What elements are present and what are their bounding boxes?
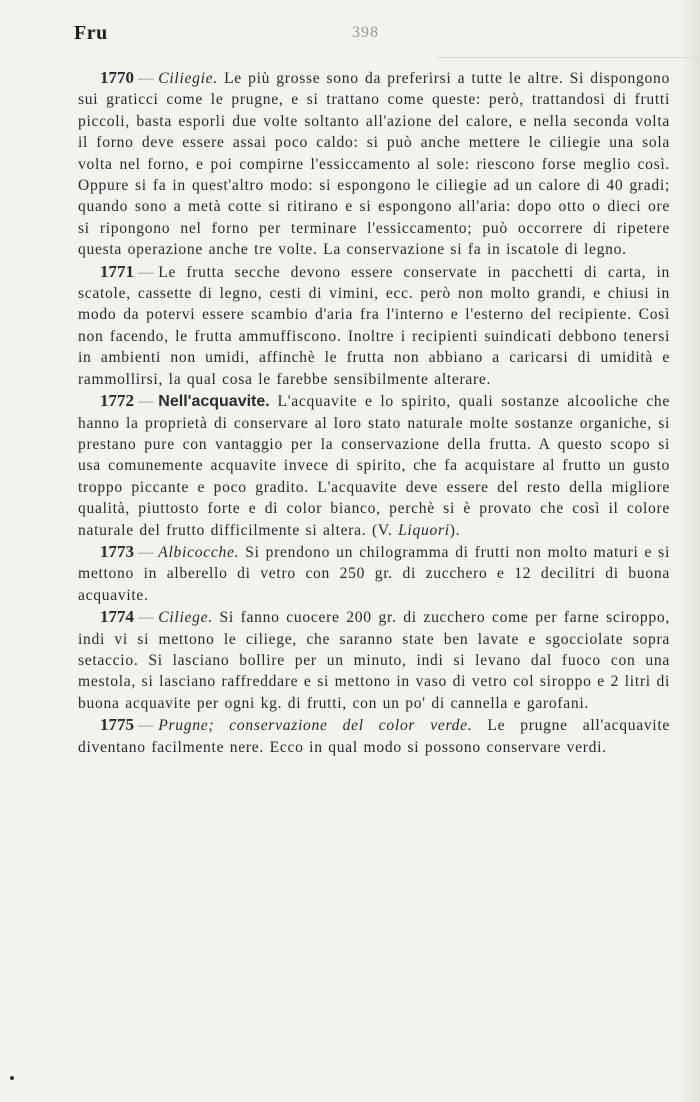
entry-dash: — xyxy=(138,609,155,627)
entry-title: Albicocche. xyxy=(158,543,240,561)
header-rule xyxy=(436,57,700,58)
page-number: 398 xyxy=(352,24,379,41)
entry-number: 1770 xyxy=(100,68,134,87)
entry-title: Nell'acquavite. xyxy=(158,393,270,411)
entry-1775 xyxy=(78,714,670,758)
entry-dash: — xyxy=(138,543,155,561)
entry-1773 xyxy=(78,541,670,606)
entry-number: 1775 xyxy=(100,715,134,735)
body-text xyxy=(78,67,670,758)
entry-dash: — xyxy=(138,70,155,87)
entry-1770 xyxy=(78,67,670,261)
entry-number: 1771 xyxy=(100,261,134,281)
entry-ref-open: (V. xyxy=(372,521,393,539)
header-word: Fru xyxy=(74,22,108,44)
entry-title: Ciliegie. xyxy=(158,70,218,87)
entry-text: Le prugne all'acquavite diventano facilmente nere. Ecco in qual modo si possono conservare verdi. xyxy=(78,717,670,756)
entry-number: 1774 xyxy=(100,607,134,627)
entry-text: Le più grosse sono da preferirsi a tutte le altre. Si dispongono sui graticci come le prugne, e si trattano come queste: però, trattandosi di frutti piccoli, basta esporli due volte soltanto all'azione del calore, e nella seconda volta il forno deve essere assai poco caldo: si può anche mettere le ciliegie una sola volta nel forno, e poi compirne l'essiccamento al sole: riescono forse meglio così. Oppure si fa in quest'altro modo: si espongono le ciliegie ad un calore di 40 gradi; quando sono a metà cotte si ritirano e si espongono all'aria: dopo otto o dieci ore si ripongono nel forno per terminare l'essiccamento; può occorrere di ripetere questa operazione anche tre volte. La conservazione si fa in iscatole di legno. xyxy=(78,70,670,259)
entry-text: L'acquavite e lo spirito, quali sostanze alcooliche che hanno la proprietà di conservare al loro stato naturale molte sostanze organiche, si prestano pure con vantaggio per la conservazione della frutta. A questo scopo si usa comunemente acquavite invece di spirito, che fa acquistare al frutto un gusto troppo piccante e poco gradito. L'acquavite deve essere del resto della migliore qualità, piuttosto forte e di color bianco, perchè si è provato che così il colore naturale del frutto difficilmente si altera. xyxy=(78,393,670,539)
page-gutter-shadow xyxy=(678,0,700,1102)
entry-1774 xyxy=(78,606,670,714)
entry-text: Si fanno cuocere 200 gr. di zucchero come per farne sciroppo, indi vi si mettono le ciliege, che saranno state ben lavate e sgocciolate sopra setaccio. Si lasciano bollire per un minuto, indi si levano dal fuoco con una mestola, si lasciano raffreddare e si mettono in vaso di vetro col siroppo e 2 litri di buona acquavite per ogni kg. di frutti, con un po' di cannella e garofani. xyxy=(78,609,670,712)
entry-text: Le frutta secche devono essere conservate in pacchetti di carta, in scatole, cassette di legno, cesti di vimini, ecc. però non molto grandi, e chiusi in modo da potervi essere scambio d'aria fra l'interno e l'esterno del recipiente. Così non facendo, le frutta ammuffiscono. Inoltre i recipienti suindicati debbono tenersi in ambienti non umidi, affinchè le frutta non abbiano a caricarsi di umidità e rammollirsi, la qual cosa le farebbe sensibilmente alterare. xyxy=(78,263,670,388)
entry-number: 1772 xyxy=(100,391,134,411)
entry-dash: — xyxy=(138,717,155,735)
entry-1772 xyxy=(78,390,670,541)
entry-dash: — xyxy=(138,393,155,411)
entry-number: 1773 xyxy=(100,541,134,561)
running-header xyxy=(74,22,670,48)
entry-ref-close: ). xyxy=(449,521,461,539)
entry-title: Ciliege. xyxy=(158,609,213,627)
entry-text: Si prendono un chilogramma di frutti non molto maturi e si mettono in alberello di vetro con 250 gr. di zucchero e 12 decilitri di buona acquavite. xyxy=(78,543,670,604)
entry-title: Prugne; conservazione del color verde. xyxy=(158,717,473,735)
page-edge-mark xyxy=(10,1076,14,1080)
entry-dash: — xyxy=(138,263,155,281)
entry-ref-title: Liquori xyxy=(398,521,450,539)
entry-1771 xyxy=(78,261,670,390)
